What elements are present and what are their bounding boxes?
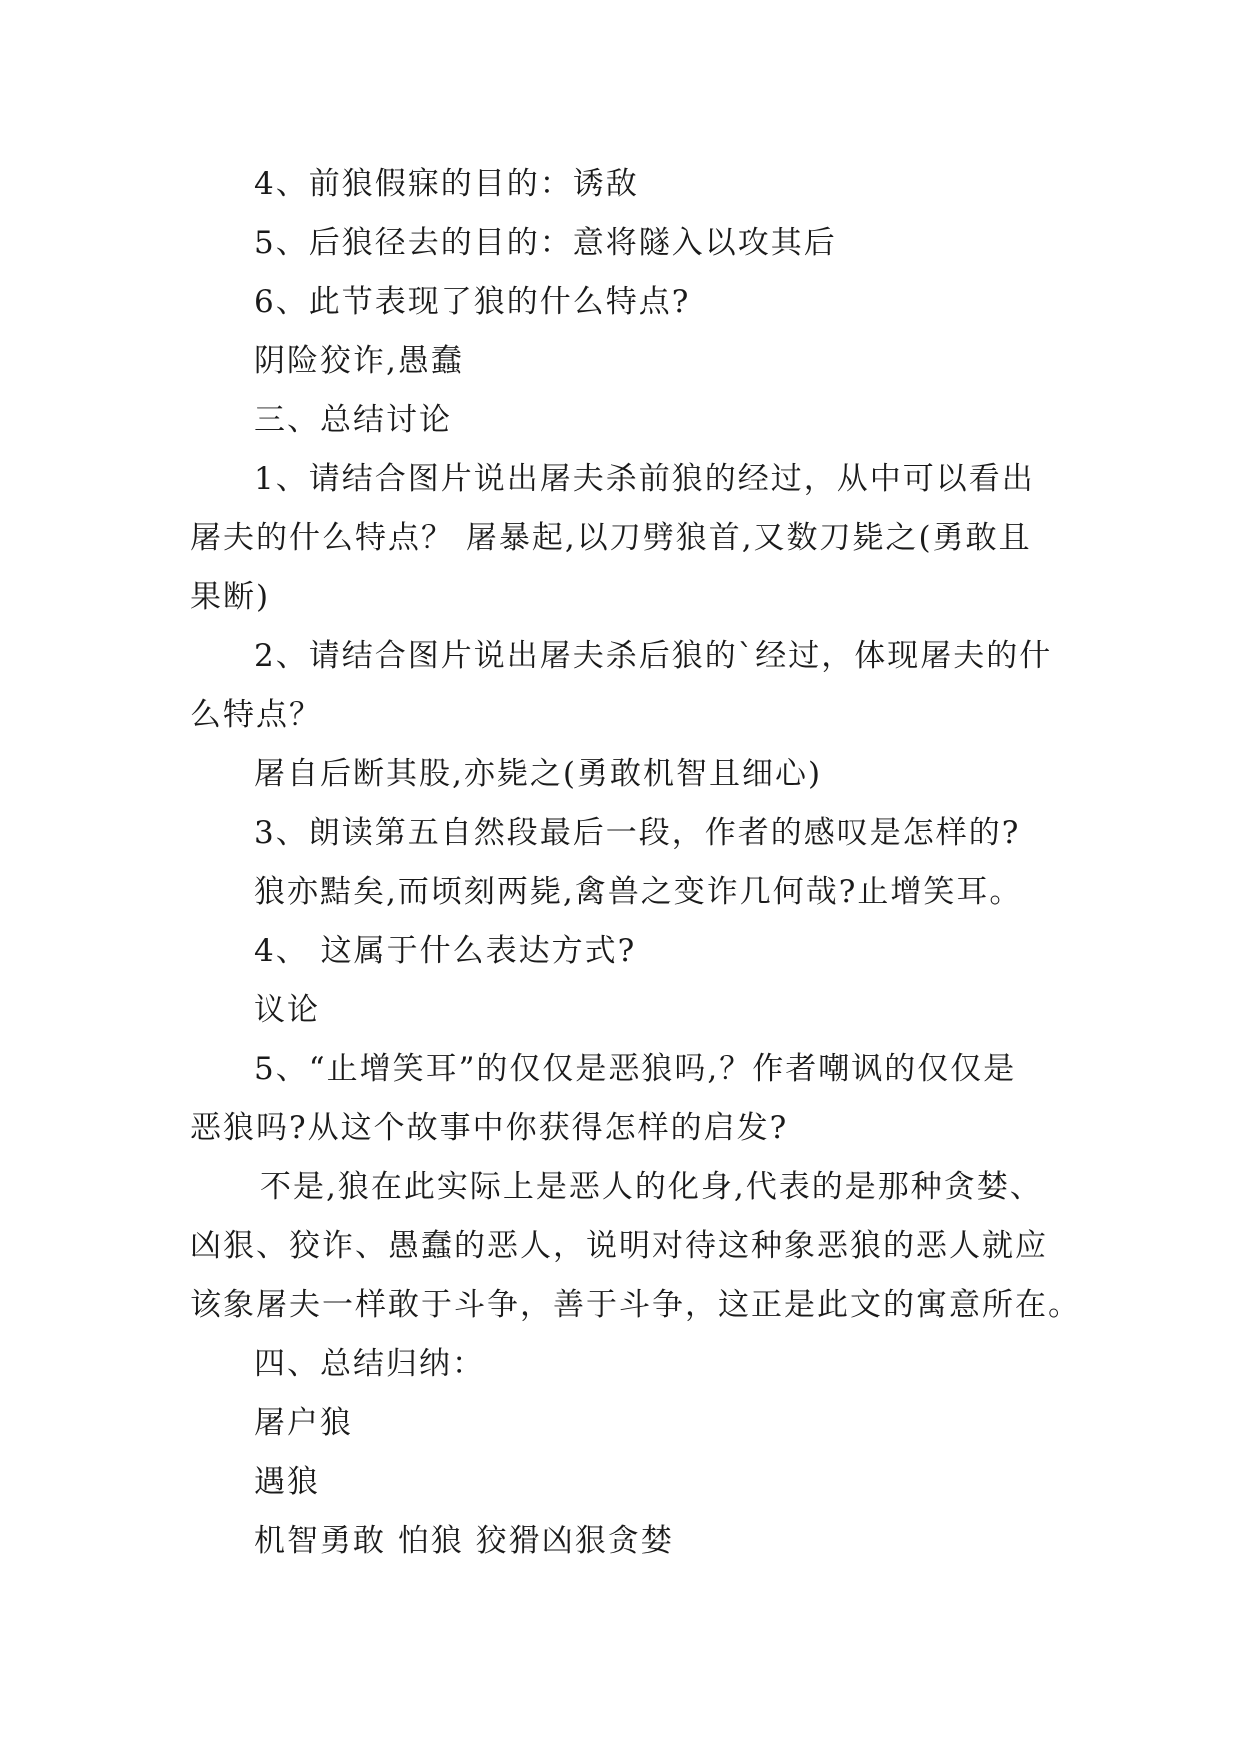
text-line: 5、“止增笑耳”的仅仅是恶狼吗,？作者嘲讽的仅仅是 (254, 1051, 1017, 1087)
section-heading: 三、总结讨论 (254, 402, 452, 438)
text-line: 5、后狼径去的目的：意将隧入以攻其后 (254, 225, 837, 261)
text-line: 机智勇敢 怕狼 狡猾凶狠贪婪 (254, 1523, 674, 1559)
text-line: 4、前狼假寐的目的：诱敌 (254, 166, 639, 202)
text-line: 3、朗读第五自然段最后一段，作者的感叹是怎样的? (254, 815, 1021, 851)
text-line: 么特点？ (190, 697, 322, 733)
text-line: 凶狠、狡诈、愚蠢的恶人，说明对待这种象恶狼的恶人就应 (190, 1228, 1048, 1264)
text-line: 屠户狼 (254, 1405, 353, 1441)
text-line: 6、此节表现了狼的什么特点? (254, 284, 691, 320)
text-line: 屠自后断其股,亦毙之(勇敢机智且细心) (254, 756, 823, 792)
text-line: 阴险狡诈,愚蠢 (254, 343, 464, 379)
text-line: 4、 这属于什么表达方式? (254, 933, 637, 969)
text-line: 该象屠夫一样敢于斗争，善于斗争，这正是此文的寓意所在。 (190, 1287, 1081, 1323)
document-body (190, 155, 1081, 1571)
text-line: 屠夫的什么特点？ 屠暴起,以刀劈狼首,又数刀毙之(勇敢且 (190, 520, 1032, 556)
text-line: 1、请结合图片说出屠夫杀前狼的经过，从中可以看出 (254, 461, 1035, 497)
text-line: 恶狼吗?从这个故事中你获得怎样的启发? (190, 1110, 789, 1146)
text-line: 2、请结合图片说出屠夫杀后狼的`经过，体现屠夫的什 (254, 638, 1053, 674)
section-heading: 四、总结归纳： (254, 1346, 485, 1382)
text-line: 不是,狼在此实际上是恶人的化身,代表的是那种贪婪、 (260, 1169, 1043, 1205)
text-line: 遇狼 (254, 1464, 320, 1500)
text-line: 议论 (254, 992, 320, 1028)
text-line: 狼亦黠矣,而顷刻两毙,禽兽之变诈几何哉?止增笑耳。 (254, 874, 1023, 910)
text-line: 果断) (190, 579, 271, 615)
